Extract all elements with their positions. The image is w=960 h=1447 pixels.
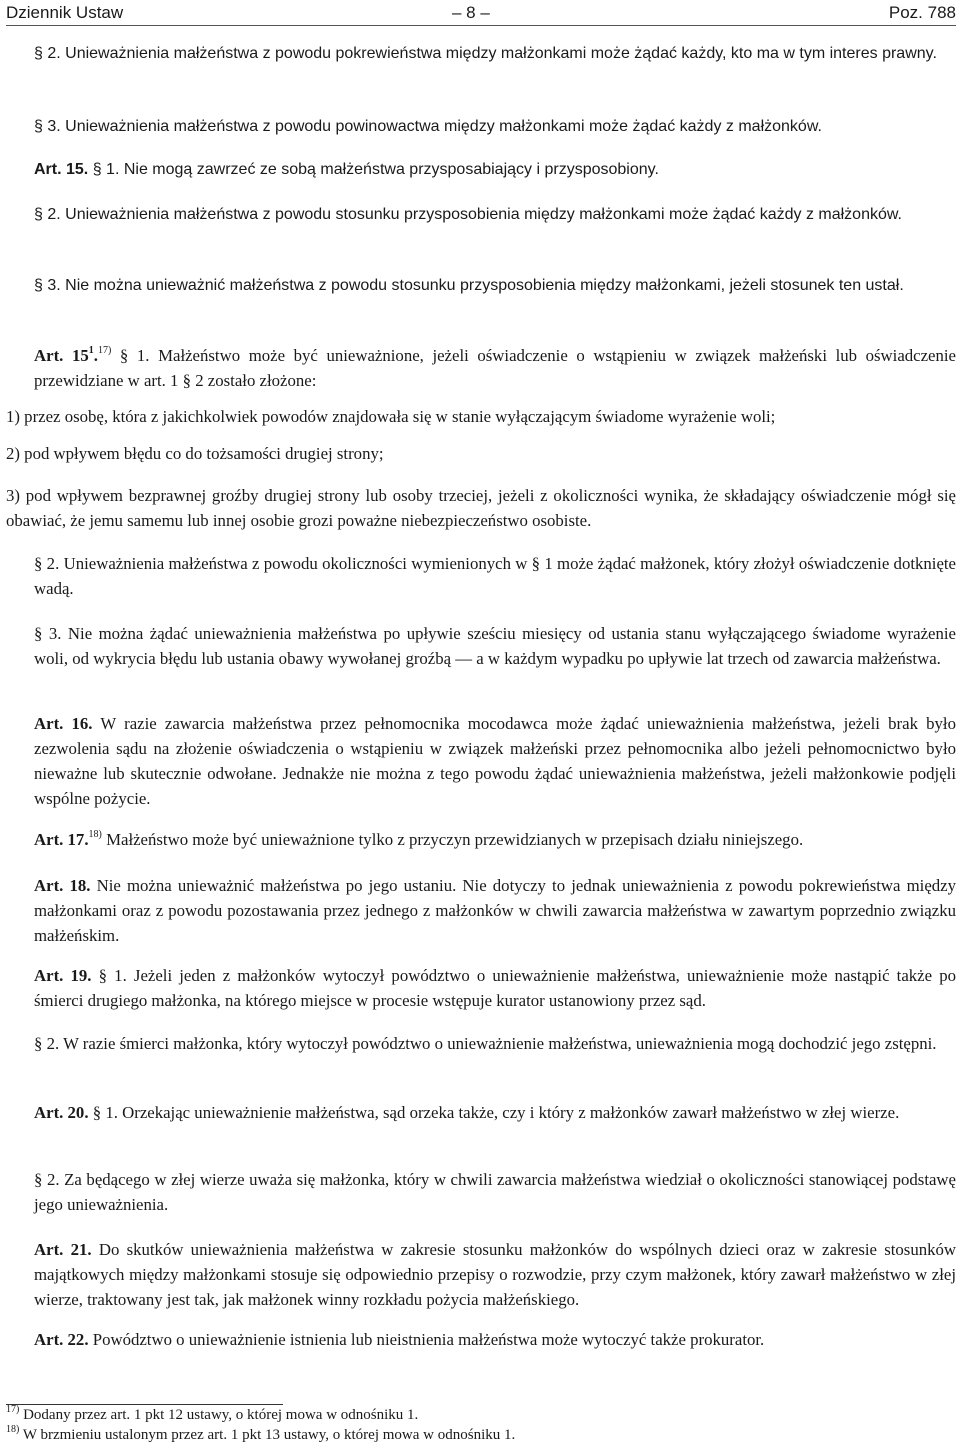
article-number: Art. 19.	[34, 966, 92, 985]
article-19	[6, 963, 956, 1013]
footnote-text: W brzmieniu ustalonym przez art. 1 pkt 13 ustawy, o której mowa w odnośniku 1.	[22, 1427, 516, 1443]
section-prefix: § 1.	[92, 161, 120, 178]
section-prefix: § 2.	[34, 45, 61, 62]
footnote-ref[interactable]: 18)	[88, 829, 102, 841]
section-prefix: § 3.	[34, 624, 62, 643]
paragraph-text: Unieważnienia małżeństwa z powodu stosunku przysposobienia między małżonkami może żądać każdy z małżonków.	[65, 206, 902, 223]
journal-title: Dziennik Ustaw	[6, 3, 124, 22]
article-16	[6, 711, 956, 811]
header-divider	[6, 25, 956, 26]
list-item: 2) pod wpływem błędu co do tożsamości drugiej strony;	[6, 444, 384, 463]
section-prefix: § 2.	[34, 1034, 60, 1053]
page-number: – 8 –	[452, 3, 490, 22]
list-item: 3) pod wpływem bezprawnej groźby drugiej strony lub osoby trzeciej, jeżeli z okoliczności wynika, że składający oświadczenie mógł się obawiać, że jemu samemu lub innej osobie grozi poważne niebezpieczeństwo osobiste.	[6, 486, 956, 530]
article-number: Art. 18.	[34, 876, 91, 895]
paragraph-text: Małżeństwo może być unieważnione, jeżeli oświadczenie o wstąpieniu w związek małżeński lub oświadczenie przewidziane w art. 1 § 2 zostało złożone:	[34, 346, 957, 390]
section-prefix: § 3.	[34, 277, 61, 294]
footnote	[6, 1405, 956, 1425]
paragraph-section-2	[6, 551, 956, 601]
article-number: Art. 16.	[34, 714, 93, 733]
section-prefix: § 2.	[34, 206, 61, 223]
footnote	[6, 1425, 956, 1445]
footnote-number: 17)	[6, 1404, 20, 1415]
paragraph-text: Nie można unieważnić małżeństwa z powodu stosunku przysposobienia między małżonkami, jeżeli stosunek ten ustał.	[65, 277, 904, 294]
paragraph-text: Unieważnienia małżeństwa z powodu okoliczności wymienionych w § 1 może żądać małżonek, który złożył oświadczenie dotknięte wadą.	[34, 554, 957, 598]
article-number: Art. 20.	[34, 1103, 89, 1122]
paragraph-text: Do skutków unieważnienia małżeństwa w zakresie stosunku małżonków do wspólnych dzieci oraz w zakresie stosunków majątkowych między małżonkami stosuje się odpowiednio przepisy o rozwodzie, przy czym małżonek, który zawarł małżeństwo w złej wierze, traktowany jest tak, jak małżonek winny rozkładu pożycia małżeńskiego.	[34, 1240, 957, 1309]
page-header	[6, 0, 956, 26]
article-17	[6, 827, 956, 852]
paragraph-text: Unieważnienia małżeństwa z powodu powinowactwa między małżonkami może żądać każdy z małżonków.	[65, 118, 822, 135]
section-prefix: § 1.	[119, 346, 150, 365]
paragraph-text: Powództwo o unieważnienie istnienia lub nieistnienia małżeństwa może wytoczyć także prokurator.	[92, 1330, 765, 1349]
article-number: Art. 15.	[34, 161, 89, 178]
article-18	[6, 873, 956, 948]
section-prefix: § 1.	[98, 966, 127, 985]
paragraph-section-2	[6, 1031, 956, 1056]
article-20	[6, 1100, 956, 1125]
article-number: Art. 22.	[34, 1330, 89, 1349]
paragraph-text: Nie można unieważnić małżeństwa po jego ustaniu. Nie dotyczy to jednak unieważnienia z powodu pokrewieństwa między małżonkami oraz z powodu pozostawania przez jednego z małżonków w chwili zawarcia małżeństwa w zawartym poprzednio związku małżeńskim.	[34, 876, 957, 945]
article-15-1	[6, 343, 956, 393]
list-item: 1) przez osobę, która z jakichkolwiek powodów znajdowała się w stanie wyłączającym świadome wyrażenie woli;	[6, 407, 776, 426]
paragraph-section-3	[6, 114, 956, 139]
paragraph-section-3	[6, 273, 956, 298]
section-prefix: § 2.	[34, 1170, 60, 1189]
footnote-ref[interactable]: 17)	[97, 345, 112, 357]
article-number: Art. 21.	[34, 1240, 92, 1259]
article-number: Art. $15^1$.	[34, 345, 98, 365]
paragraph-section-3	[6, 621, 956, 671]
paragraph-text: Jeżeli jeden z małżonków wytoczył powództwo o unieważnienie małżeństwa, unieważnienie może nastąpić także po śmierci drugiego małżonka, na którego miejsce w procesie wstępuje kurator ustanowiony przez sąd.	[34, 966, 957, 1010]
footnote-text: Dodany przez art. 1 pkt 12 ustawy, o której mowa w odnośniku 1.	[23, 1407, 419, 1423]
article-21	[6, 1237, 956, 1312]
paragraph-section-2	[6, 41, 956, 66]
paragraph-text: Za będącego w złej wierze uważa się małżonka, który w chwili zawarcia małżeństwa wiedział o okoliczności stanowiącej podstawę jego unieważnienia.	[34, 1170, 957, 1214]
footnote-number: 18)	[6, 1424, 20, 1435]
paragraph-text: Małżeństwo może być unieważnione tylko z przyczyn przewidzianych w przepisach działu niniejszego.	[106, 830, 804, 849]
section-prefix: § 1.	[92, 1103, 118, 1122]
paragraph-text: Orzekając unieważnienie małżeństwa, sąd orzeka także, czy i który z małżonków zawarł małżeństwo w złej wierze.	[122, 1103, 900, 1122]
section-prefix: § 3.	[34, 118, 61, 135]
position-number: Poz. 788	[888, 3, 956, 22]
paragraph-text: Nie mogą zawrzeć ze sobą małżeństwa przysposabiający i przysposobiony.	[123, 161, 659, 178]
paragraph-text: Unieważnienia małżeństwa z powodu pokrewieństwa między małżonkami może żądać każdy, kto ma w tym interes prawny.	[65, 45, 937, 62]
paragraph-section-2	[6, 1167, 956, 1217]
paragraph-section-2	[6, 202, 956, 227]
paragraph-text: W razie śmierci małżonka, który wytoczył powództwo o unieważnienie małżeństwa, unieważnienia mogą dochodzić jego zstępni.	[63, 1034, 937, 1053]
article-22	[6, 1327, 956, 1352]
article-15	[6, 157, 956, 182]
paragraph-text: Nie można żądać unieważnienia małżeństwa po upływie sześciu miesięcy od ustania stanu wyłączającego świadome wyrażenie woli, od wykrycia błędu lub ustania obawy wywołanej groźbą — a w każdym wypadku po upływie lat trzech od zawarcia małżeństwa.	[34, 624, 956, 668]
paragraph-text: W razie zawarcia małżeństwa przez pełnomocnika mocodawca może żądać unieważnienia małżeństwa, jeżeli brak było zezwolenia sądu na złożenie oświadczenia o wstąpieniu w związek małżeński przez pełnomocnika albo jeżeli pełnomocnictwo było nieważne lub skutecznie odwołane. Jednakże nie można z tego powodu żądać unieważnienia małżeństwa, jeżeli małżonkowie podjęli wspólne pożycie.	[34, 714, 956, 808]
article-number: Art. 17.	[34, 830, 89, 849]
section-prefix: § 2.	[34, 554, 60, 573]
